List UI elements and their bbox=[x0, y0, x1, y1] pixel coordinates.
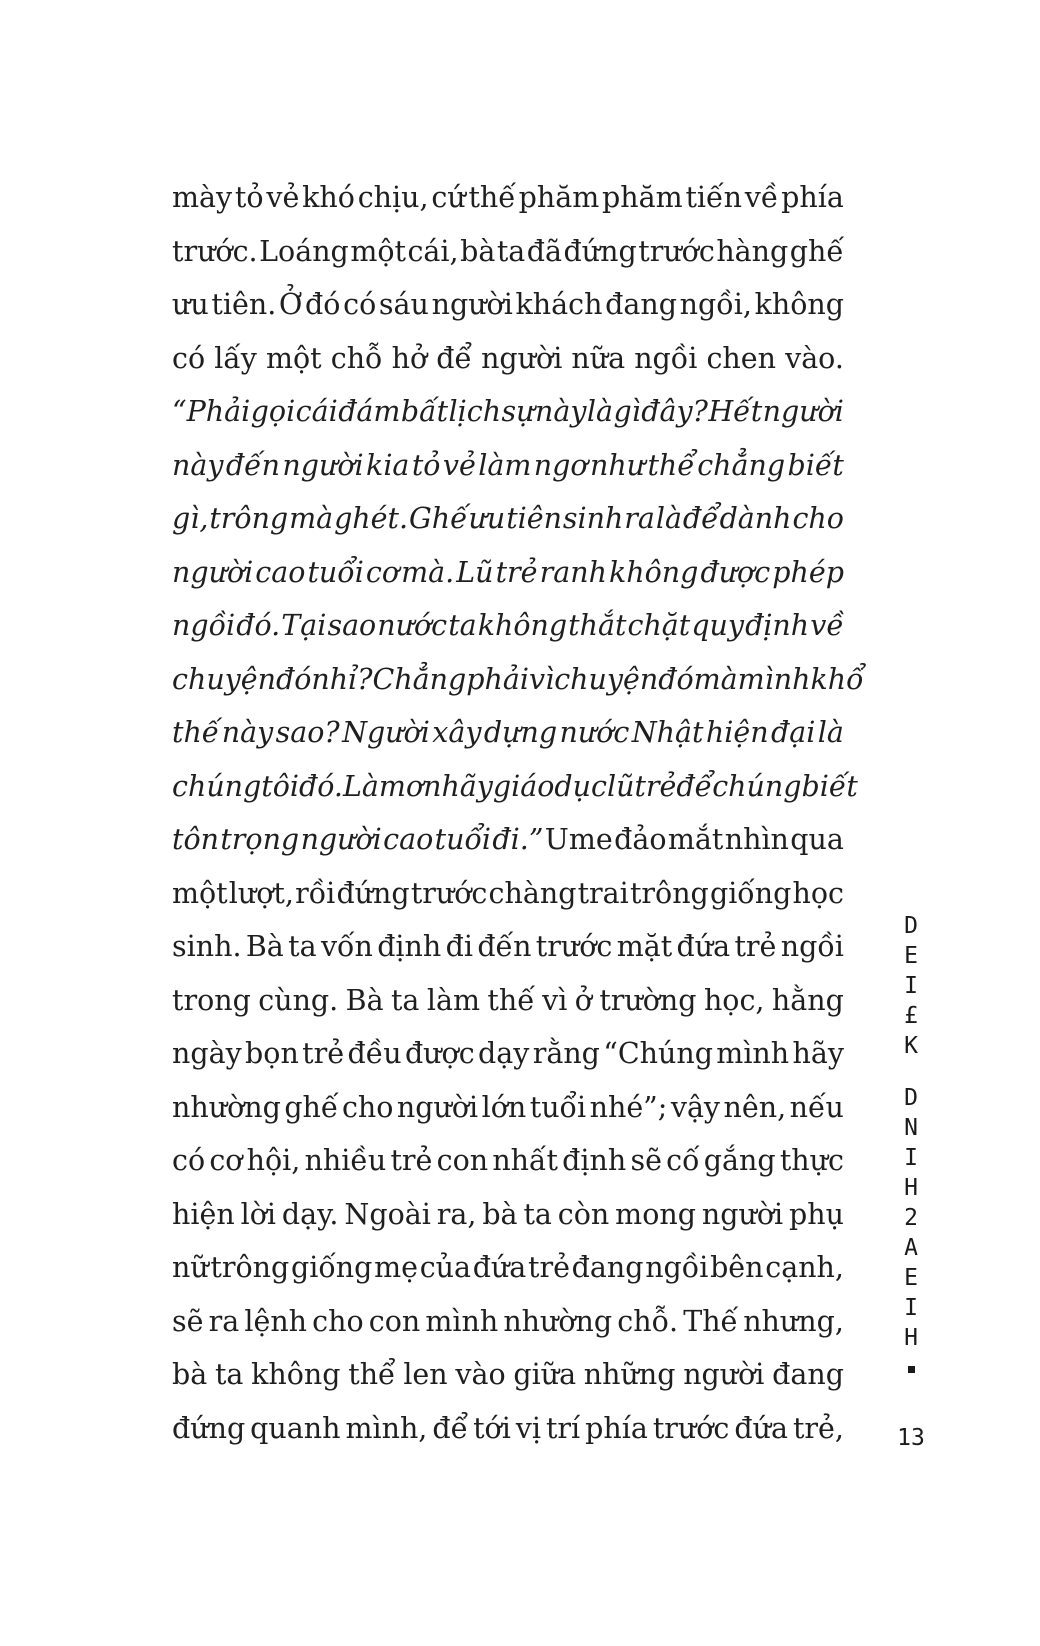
running-head-glyph: 2 bbox=[904, 1205, 918, 1231]
running-head-glyph: H bbox=[904, 1175, 918, 1201]
running-head-glyph: I bbox=[904, 1145, 918, 1171]
text-line: sinh. Bà ta vốn định đi đến trước mặt đứa trẻ ngồi bbox=[172, 930, 844, 963]
running-head-glyph: E bbox=[904, 943, 918, 969]
text-line: chuyện đó nhỉ? Chẳng phải vì chuyện đó mà mình khổ bbox=[172, 662, 864, 696]
text-line: trước. Loáng một cái, bà ta đã đứng trước hàng ghế bbox=[172, 234, 844, 268]
text-line: chúng tôi đó. Làm ơn hãy giáo dục lũ trẻ để chúng biết bbox=[172, 769, 858, 803]
running-head-glyph: D bbox=[904, 1085, 918, 1111]
text-line: ngày bọn trẻ đều được dạy rằng “Chúng mình hãy bbox=[172, 1037, 844, 1070]
text-line: hiện lời dạy. Ngoài ra, bà ta còn mong người phụ bbox=[172, 1197, 844, 1231]
text-line: tôn trọng người cao tuổi đi.” Ume đảo mắt nhìn qua bbox=[172, 823, 844, 856]
running-head-glyph: I bbox=[904, 973, 918, 999]
text-line: có cơ hội, nhiều trẻ con nhất định sẽ cố gắng thực bbox=[172, 1144, 844, 1177]
text-line: “Phải gọi cái đám bất lịch sự này là gì đây? Hết người bbox=[172, 395, 844, 428]
running-head-glyph: H bbox=[904, 1325, 918, 1351]
text-line: nữ trông giống mẹ của đứa trẻ đang ngồi bên cạnh, bbox=[172, 1251, 844, 1284]
running-head-glyph: N bbox=[904, 1115, 918, 1141]
running-head-glyph: D bbox=[904, 913, 918, 939]
text-line: có lấy một chỗ hở để người nữa ngồi chen vào. bbox=[172, 341, 844, 375]
text-line: một lượt, rồi đứng trước chàng trai trông giống học bbox=[172, 876, 844, 910]
running-head-glyph: E bbox=[904, 1265, 918, 1291]
text-line: người cao tuổi cơ mà. Lũ trẻ ranh không được phép bbox=[172, 555, 844, 589]
running-head-glyph: K bbox=[904, 1033, 918, 1059]
text-line: trong cùng. Bà ta làm thế vì ở trường học, hằng bbox=[172, 983, 844, 1017]
text-line: gì, trông mà ghét. Ghế ưu tiên sinh ra là để dành cho bbox=[172, 502, 844, 535]
text-line: đứng quanh mình, để tới vị trí phía trước đứa trẻ, bbox=[172, 1411, 844, 1445]
running-head-glyph: £ bbox=[904, 1003, 918, 1029]
page-number: 13 bbox=[897, 1425, 925, 1451]
running-head bbox=[896, 911, 926, 1384]
text-line: thế này sao? Người xây dựng nước Nhật hiện đại là bbox=[172, 716, 844, 749]
running-head-glyph: I bbox=[904, 1295, 918, 1321]
text-line: bà ta không thể len vào giữa những người đang bbox=[172, 1358, 844, 1391]
text-line: mày tỏ vẻ khó chịu, cứ thế phăm phăm tiến về phía bbox=[172, 181, 844, 214]
body-text bbox=[172, 171, 864, 1455]
running-head-glyph: A bbox=[904, 1235, 918, 1261]
separator-dot-icon bbox=[908, 1366, 915, 1373]
text-line: sẽ ra lệnh cho con mình nhường chỗ. Thế nhưng, bbox=[172, 1304, 844, 1338]
text-line: nhường ghế cho người lớn tuổi nhé”; vậy nên, nếu bbox=[172, 1090, 844, 1124]
text-line: ưu tiên. Ở đó có sáu người khách đang ngồi, không bbox=[172, 288, 844, 321]
text-line: này đến người kia tỏ vẻ làm ngơ như thể chẳng biết bbox=[172, 448, 844, 482]
text-line: ngồi đó. Tại sao nước ta không thắt chặt quy định về bbox=[172, 609, 844, 642]
